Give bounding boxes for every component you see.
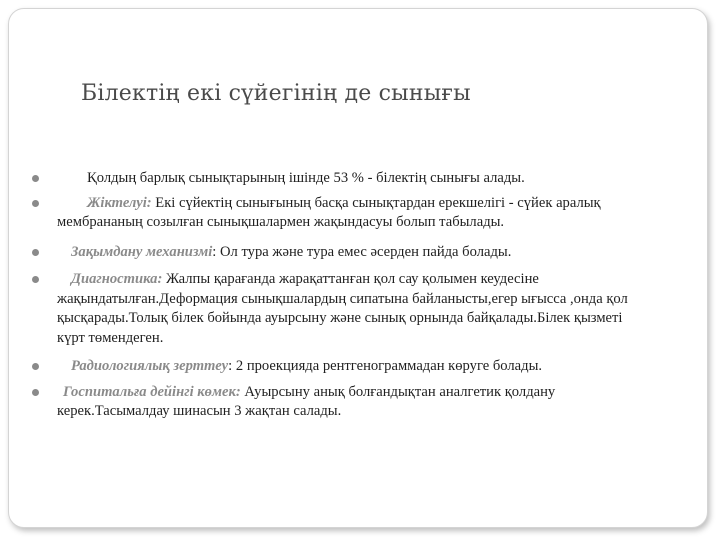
bullet-text: Екі сүйектің сынығының басқа сынықтардан ерекшелігі - сүйек аралық мембрананың созылған сынықшалармен жақындасуы болып табылады.	[57, 194, 601, 230]
bullet-text: Жалпы қарағанда жарақаттанған қол сау қолымен кеудесіне жақындатылған.Деформация сынықшалардың сипатына байланысты,егер ығысса ,онда қол қысқарады.Толық білек бойында ауырсыну және сынық орнында байқалады.Білек қызметі күрт төмендеген.	[57, 271, 628, 346]
slide	[8, 8, 708, 528]
bullet-label: Диагностика:	[71, 271, 163, 287]
bullet-item	[27, 169, 639, 189]
bullet-text: Қолдың барлық сынықтарының ішінде 53 % - білектің сынығы алады.	[87, 170, 525, 186]
bullet-item	[27, 194, 639, 233]
bullet-text: 2 проекцияда рентгенограммадан көруге болады.	[232, 358, 543, 374]
bullet-separator: :	[228, 358, 233, 374]
bullet-icon	[32, 363, 39, 370]
bullet-separator: :	[212, 243, 217, 260]
bullet-item	[27, 357, 639, 377]
bullet-icon	[32, 200, 39, 207]
bullet-label: Радиологиялық зерттеу	[71, 358, 229, 374]
bullet-list	[27, 169, 639, 422]
bullet-icon	[32, 175, 39, 182]
bullet-item	[27, 243, 639, 263]
bullet-text: Ауырсыну анық болғандықтан аналгетик қолдану керек.Тасымалдау шинасын 3 жақтан салады.	[57, 383, 556, 419]
bullet-label: Госпитальға дейінгі көмек:	[63, 383, 241, 400]
bullet-icon	[32, 389, 39, 396]
bullet-icon	[32, 249, 39, 256]
bullet-item	[27, 383, 639, 422]
bullet-label: Зақымдану механизмі	[71, 243, 213, 260]
bullet-icon	[32, 276, 39, 283]
slide-title: Білектің екі сүйегінің де сынығы	[81, 81, 471, 106]
bullet-item	[27, 270, 639, 348]
bullet-text: Ол тура және тура емес әсерден пайда болады.	[216, 243, 512, 260]
bullet-label: Жіктелуі:	[87, 194, 152, 211]
